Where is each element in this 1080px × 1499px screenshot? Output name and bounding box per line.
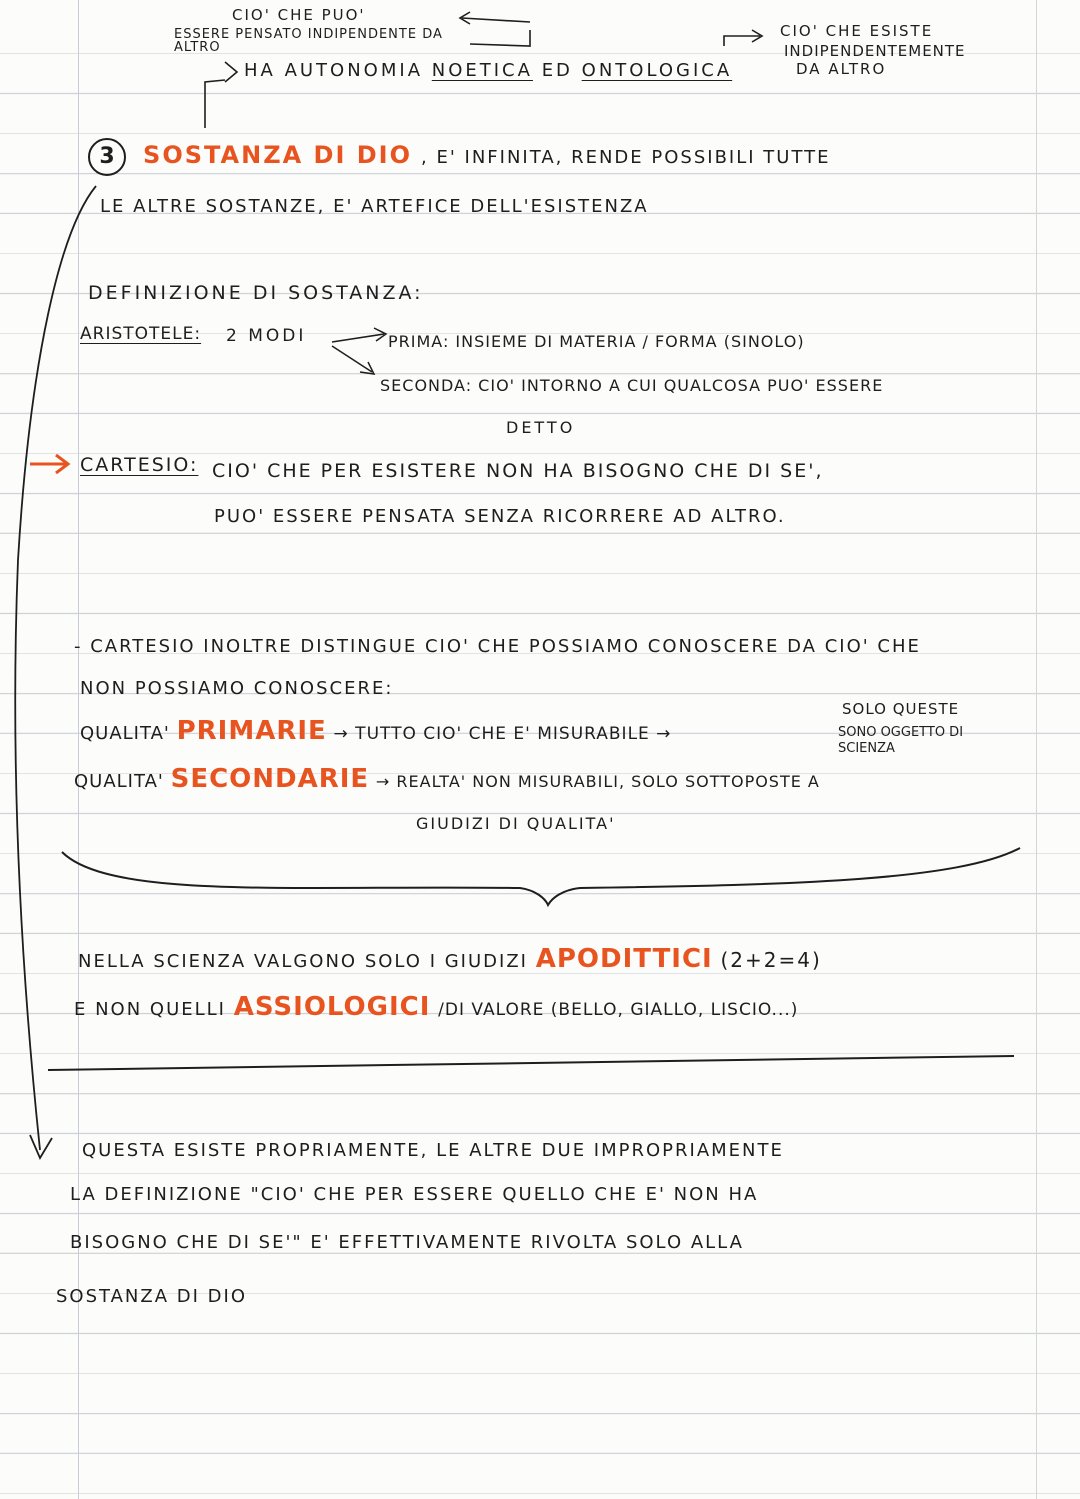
primary-qualities-line (80, 718, 671, 744)
cartesio-line1: CIO' CHE PER ESISTERE NON HA BISOGNO CHE DI SE', (212, 460, 824, 482)
secondary-prefix: QUALITA' (74, 771, 164, 792)
science-line1 (78, 946, 822, 972)
conclusion-line4: SOSTANZA DI DIO (56, 1286, 247, 1307)
conclusion-line1: QUESTA ESISTE PROPRIAMENTE, LE ALTRE DUE IMPROPRIAMENTE (82, 1140, 784, 1161)
primary-note-line2: SONO OGGETTO DI (838, 725, 964, 740)
top-left-note-line1: CIO' CHE PUO' (232, 6, 366, 24)
cartesio-label: CARTESIO: (80, 454, 199, 476)
autonomy-prefix: HA AUTONOMIA (244, 60, 424, 81)
apodittici-highlight: APODITTICI (535, 944, 713, 974)
aristotele-prima: PRIMA: INSIEME DI MATERIA / FORMA (SINOLO) (388, 332, 805, 351)
top-left-note-line2: ESSERE PENSATO INDIPENDENTE DA ALTRO (174, 27, 443, 55)
secondary-highlight: SECONDARIE (170, 764, 370, 794)
right-margin-line (1036, 0, 1037, 1499)
aristotele-label: ARISTOTELE: (80, 324, 202, 344)
ed-word: ED (541, 60, 573, 81)
primary-note-line1: SOLO QUESTE (842, 700, 960, 718)
primary-text: → TUTTO CIO' CHE E' MISURABILE → (333, 724, 672, 744)
section3-title: SOSTANZA DI DIO (143, 141, 412, 169)
aristotele-modes: 2 MODI (226, 326, 307, 346)
section-number-circle: 3 (88, 138, 126, 176)
aristotele-seconda-line1: SECONDA: CIO' INTORNO A CUI QUALCOSA PUO' ESSERE (380, 376, 884, 395)
assiologici-highlight: ASSIOLOGICI (233, 992, 431, 1022)
margin-line (78, 0, 79, 1499)
cartesio-line2: PUO' ESSERE PENSATA SENZA RICORRERE AD ALTRO. (214, 506, 786, 527)
science-line2-prefix: E NON QUELLI (74, 999, 226, 1020)
definition-heading: DEFINIZIONE DI SOSTANZA: (88, 282, 424, 304)
conclusion-line3: BISOGNO CHE DI SE'" E' EFFETTIVAMENTE RIVOLTA SOLO ALLA (70, 1232, 744, 1253)
science-line1-prefix: NELLA SCIENZA VALGONO SOLO I GIUDIZI (78, 951, 528, 972)
primary-prefix: QUALITA' (80, 723, 170, 744)
secondary-text-line2: GIUDIZI DI QUALITA' (416, 814, 616, 833)
science-line2 (74, 994, 798, 1020)
ontologica-word: ONTOLOGICA (581, 60, 733, 81)
conclusion-line2: LA DEFINIZIONE "CIO' CHE PER ESSERE QUELLO CHE E' NON HA (70, 1184, 759, 1205)
primary-highlight: PRIMARIE (176, 716, 327, 746)
section3-line1-rest: , E' INFINITA, RENDE POSSIBILI TUTTE (421, 147, 831, 168)
qualities-intro-line2: NON POSSIAMO CONOSCERE: (80, 678, 394, 699)
primary-note-line3: SCIENZA (838, 741, 895, 756)
autonomy-line (244, 62, 732, 80)
section3-line2: LE ALTRE SOSTANZE, E' ARTEFICE DELL'ESISTENZA (100, 196, 649, 217)
aristotele-seconda-line2: DETTO (506, 418, 576, 437)
section3-line1 (88, 138, 831, 176)
secondary-text: → REALTA' NON MISURABILI, SOLO SOTTOPOSTE A (375, 772, 820, 791)
noetica-word: NOETICA (431, 60, 533, 81)
secondary-qualities-line (74, 766, 820, 792)
top-right-note-line2: INDIPENDENTEMENTE (784, 42, 966, 60)
top-right-note-line1: CIO' CHE ESISTE (780, 22, 934, 40)
qualities-intro-line1: - CARTESIO INOLTRE DISTINGUE CIO' CHE POSSIAMO CONOSCERE DA CIO' CHE (74, 636, 921, 657)
top-right-note-line3: DA ALTRO (796, 60, 887, 78)
science-example1: (2+2=4) (720, 948, 822, 972)
science-line2-rest: /DI VALORE (BELLO, GIALLO, LISCIO...) (438, 1000, 799, 1020)
